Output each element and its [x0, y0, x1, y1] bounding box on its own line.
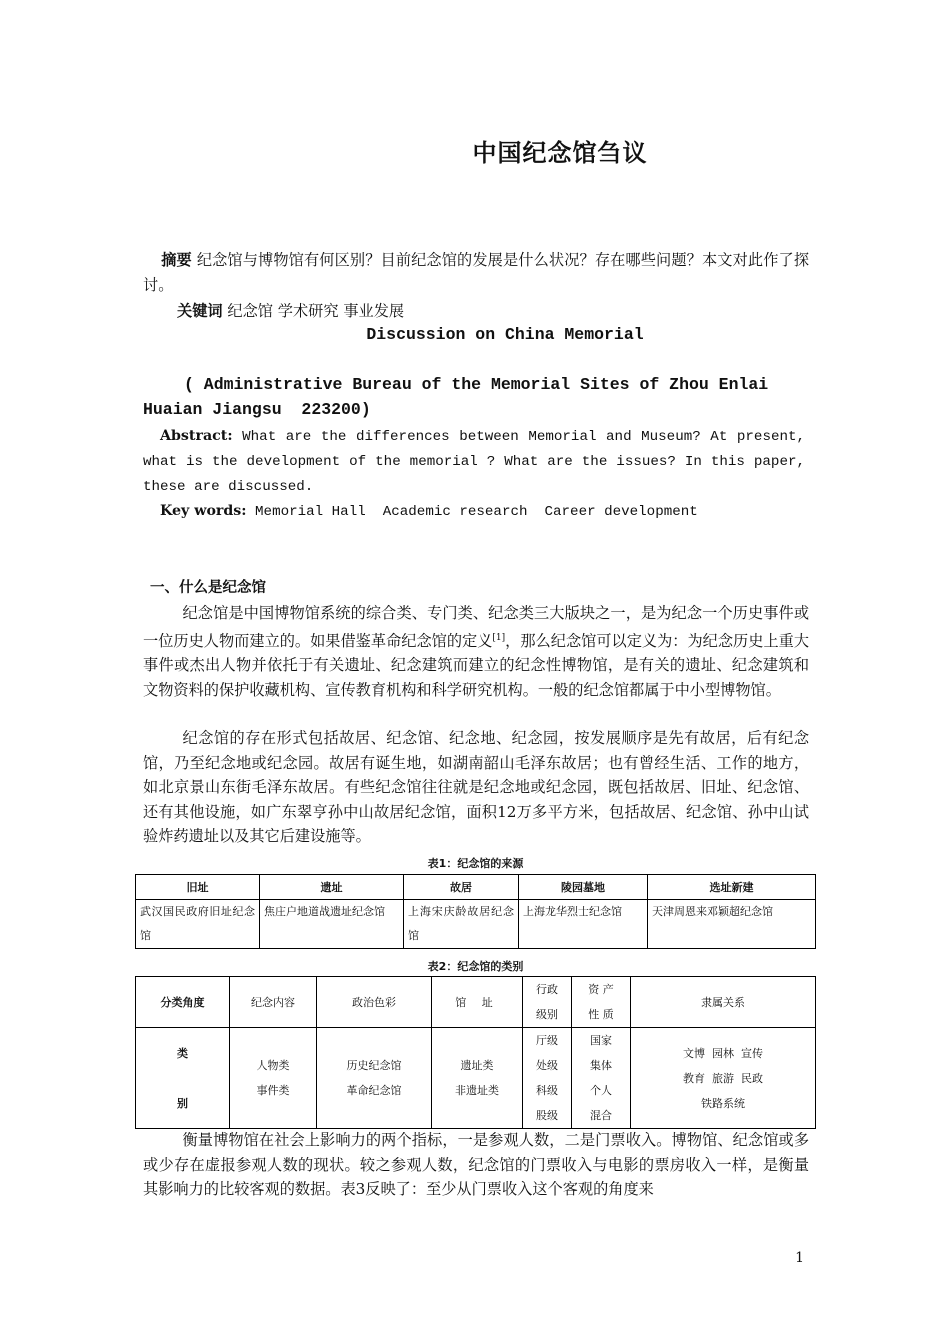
table1-header: 故居 [404, 875, 519, 900]
keywords-en-text: Memorial Hall Academic research Career development [255, 504, 698, 520]
footnote-ref: [1] [492, 632, 506, 643]
paragraph-3: 衡量博物馆在社会上影响力的两个指标，一是参观人数，二是门票收入。博物馆、纪念馆或多或少存在虚报参观人数的现状。较之参观人数，纪念馆的门票收入与电影的票房收入一样，是衡量其影响力的比较客观的数据。表3反映了：至少从门票收入这个客观的角度来 [143, 1131, 809, 1198]
paragraph-1-a: 纪念馆是中国博物馆系统的综合类、专门类、纪念类三大版块之一，是为纪念一个历史事件或一位历史人物而建立的。如果借鉴革命纪念馆的定义 [143, 604, 809, 650]
table2-caption: 表2：纪念馆的类别 [427, 960, 524, 973]
paragraph-2: 纪念馆的存在形式包括故居、纪念馆、纪念地、纪念园，按发展顺序是先有故居，后有纪念馆，乃至纪念地或纪念园。故居有诞生地，如湖南韶山毛泽东故居；也有曾经生活、工作的地方，如北京景山东街毛泽东故居。有些纪念馆往往就是纪念地或纪念园，既包括故居、旧址、纪念馆、还有其他设施，如广东翠亨孙中山故居纪念馆，面积12万多平方米，包括故居、纪念馆、孙中山试验炸药遗址以及其它后建设施等。 [143, 729, 809, 845]
table2-item: 混合 [590, 1109, 612, 1122]
table1-header: 选址新建 [648, 875, 816, 900]
abstract-en-text: What are the differences between Memorial and Museum? At present, what is the development of the memorial ? What are the issues? In this paper, these are discussed. [143, 429, 806, 495]
table2-item: 铁路系统 [701, 1096, 745, 1110]
table2-affiliation-cell [631, 1028, 816, 1129]
page-number: 1 [795, 1250, 804, 1266]
table2-item: 股级 [536, 1109, 558, 1122]
paragraph-1-b: ，那么纪念馆可以定义为：为纪念历史上重大事件或杰出人物并依托于有关遗址、纪念建筑而建立的纪念性博物馆，是有关的遗址、纪念建筑和文物资料的保护收藏机构、宣传教育机构和科学研究机构。一般的纪念馆都属于中小型博物馆。 [143, 631, 810, 699]
paragraph-1 [143, 601, 809, 702]
english-title: Discussion on China Memorial [366, 325, 644, 344]
table1-header: 陵园墓地 [519, 875, 648, 900]
abstract-en-label: Abstract: [160, 428, 233, 444]
table2-item: 个人 [590, 1084, 612, 1097]
table1-header: 旧址 [136, 875, 260, 900]
abstract-en [143, 424, 805, 500]
table2 [135, 976, 816, 1129]
table1-cell: 上海龙华烈士纪念馆 [519, 900, 648, 949]
table2-item: 科级 [536, 1084, 558, 1097]
table1-caption: 表1：纪念馆的来源 [427, 857, 524, 870]
keywords-cn-text: 纪念馆 学术研究 事业发展 [227, 302, 405, 320]
keywords-cn-label: 关键词 [177, 302, 223, 320]
table2-item: 遗址类 [460, 1059, 494, 1072]
table1-cell: 焦庄户地道战遗址纪念馆 [260, 900, 404, 949]
table2-item: 事件类 [256, 1084, 290, 1097]
table2-item: 国家 [590, 1034, 612, 1047]
keywords-cn [177, 299, 404, 324]
affiliation-line2: Huaian Jiangsu 223200) [143, 400, 371, 419]
table1 [135, 874, 816, 949]
table2-item: 集体 [590, 1059, 612, 1072]
table2-row-label [136, 1028, 230, 1129]
table2-header: 资 产 性 质 [572, 977, 631, 1028]
table2-admin-cell [523, 1028, 572, 1129]
table1-cell: 武汉国民政府旧址纪念馆 [136, 900, 260, 949]
table1-cell: 天津周恩来邓颖超纪念馆 [648, 900, 816, 949]
abstract-cn-text: 纪念馆与博物馆有何区别？目前纪念馆的发展是什么状况？存在哪些问题？本文对此作了探讨。 [143, 251, 810, 294]
table2-asset-cell [572, 1028, 631, 1129]
table2-item: 教育 旅游 民政 [683, 1071, 763, 1085]
affiliation-line1: ( Administrative Bureau of the Memorial Sites of Zhou Enlai [184, 375, 769, 394]
abstract-cn-label: 摘要 [161, 251, 192, 269]
table2-item: 非遗址类 [455, 1084, 499, 1097]
table2-row-label-2: 别 [177, 1096, 188, 1110]
table2-item: 革命纪念馆 [346, 1084, 402, 1097]
table2-content-cell [230, 1028, 317, 1129]
abstract-cn [143, 248, 809, 298]
table2-political-cell [317, 1028, 432, 1129]
keywords-en-label: Key words: [160, 503, 247, 519]
table2-item: 处级 [536, 1059, 558, 1072]
table2-header: 纪念内容 [230, 977, 317, 1028]
table2-header: 隶属关系 [631, 977, 816, 1028]
table2-header: 行政 级别 [523, 977, 572, 1028]
table2-header: 馆 址 [432, 977, 523, 1028]
table2-header: 分类角度 [136, 977, 230, 1028]
table2-item: 历史纪念馆 [346, 1059, 402, 1072]
table2-row-label-1: 类 [177, 1046, 188, 1060]
table2-item: 文博 园林 宣传 [683, 1046, 763, 1060]
page-title: 中国纪念馆刍议 [472, 139, 648, 167]
table1-cell: 上海宋庆龄故居纪念馆 [404, 900, 519, 949]
section-heading: 一、什么是纪念馆 [150, 580, 266, 596]
table2-header: 政治色彩 [317, 977, 432, 1028]
keywords-en [160, 499, 698, 525]
table1-header: 遗址 [260, 875, 404, 900]
table2-item: 厅级 [536, 1034, 558, 1047]
table2-site-cell [432, 1028, 523, 1129]
table2-item: 人物类 [256, 1059, 290, 1072]
